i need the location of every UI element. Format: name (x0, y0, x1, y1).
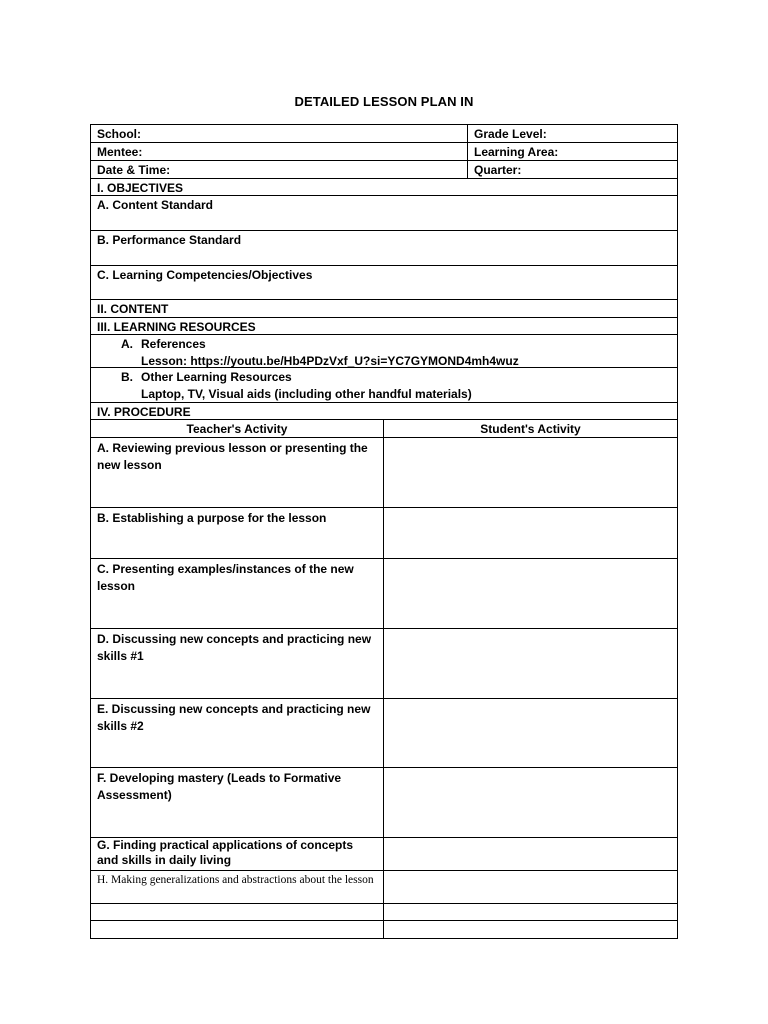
student-activity-header: Student's Activity (480, 422, 581, 436)
procedure-step-c[interactable]: C. Presenting examples/instances of the new lesson (91, 559, 384, 628)
content-standard-label[interactable]: A. Content Standard (97, 198, 213, 212)
date-time-label[interactable]: Date & Time: (91, 161, 468, 178)
procedure-row-b (91, 508, 677, 559)
references-item (97, 336, 671, 353)
content-standard-row (91, 196, 677, 231)
teacher-activity-header: Teacher's Activity (91, 420, 384, 437)
procedure-step-d[interactable]: D. Discussing new concepts and practicing new skills #1 (91, 629, 384, 698)
performance-standard-label[interactable]: B. Performance Standard (97, 233, 242, 247)
procedure-step-h[interactable]: H. Making generalizations and abstractions about the lesson (91, 871, 384, 903)
mentee-label[interactable]: Mentee: (91, 143, 468, 160)
student-activity-a[interactable] (384, 438, 677, 507)
student-activity-h[interactable] (384, 871, 677, 903)
school-label[interactable]: School: (91, 125, 468, 142)
procedure-heading: IV. PROCEDURE (97, 405, 191, 419)
procedure-row-e (91, 699, 677, 768)
procedure-row-h (91, 871, 677, 904)
resources-heading: III. LEARNING RESOURCES (97, 320, 256, 334)
other-resources-cell[interactable] (91, 368, 677, 402)
objectives-heading-row (91, 179, 677, 196)
procedure-row-blank-1 (91, 904, 677, 921)
objectives-heading: I. OBJECTIVES (97, 181, 184, 195)
procedure-step-g[interactable]: G. Finding practical applications of concepts and skills in daily living (91, 838, 384, 870)
header-row-date (91, 161, 677, 179)
procedure-step-b[interactable]: B. Establishing a purpose for the lesson (91, 508, 384, 558)
procedure-row-c (91, 559, 677, 629)
quarter-label[interactable]: Quarter: (474, 163, 522, 177)
procedure-step-e[interactable]: E. Discussing new concepts and practicing new skills #2 (91, 699, 384, 767)
grade-level-label[interactable]: Grade Level: (474, 127, 547, 141)
student-activity-c[interactable] (384, 559, 677, 628)
other-resources-label: Other Learning Resources (141, 370, 292, 384)
procedure-row-d (91, 629, 677, 699)
other-resources-item (97, 369, 671, 386)
references-label: References (141, 337, 206, 351)
student-activity-e[interactable] (384, 699, 677, 767)
student-activity-b[interactable] (384, 508, 677, 558)
header-row-school (91, 125, 677, 143)
other-resources-row (91, 368, 677, 403)
procedure-step-a[interactable]: A. Reviewing previous lesson or presenting the new lesson (91, 438, 384, 507)
header-row-mentee (91, 143, 677, 161)
procedure-row-g (91, 838, 677, 871)
student-activity-g[interactable] (384, 838, 677, 870)
other-resources-items: Laptop, TV, Visual aids (including other handful materials) (141, 387, 472, 401)
resources-heading-row (91, 318, 677, 335)
student-activity-blank-1[interactable] (384, 904, 677, 920)
procedure-step-blank-2[interactable] (91, 921, 384, 938)
other-resources-marker: B. (121, 370, 133, 384)
references-cell[interactable] (91, 335, 677, 367)
learning-area-label[interactable]: Learning Area: (474, 145, 559, 159)
student-activity-f[interactable] (384, 768, 677, 837)
procedure-row-a (91, 438, 677, 508)
procedure-step-f[interactable]: F. Developing mastery (Leads to Formative Assessment) (91, 768, 384, 837)
references-marker: A. (121, 337, 133, 351)
student-activity-blank-2[interactable] (384, 921, 677, 938)
competencies-row (91, 266, 677, 300)
performance-standard-row (91, 231, 677, 266)
content-heading[interactable]: II. CONTENT (97, 302, 169, 316)
page-title: DETAILED LESSON PLAN IN (294, 94, 474, 109)
competencies-label[interactable]: C. Learning Competencies/Objectives (97, 268, 313, 282)
procedure-heading-row (91, 403, 677, 420)
activity-header-row (91, 420, 677, 438)
lesson-link[interactable]: Lesson: https://youtu.be/Hb4PDzVxf_U?si=YC7GYMOND4mh4wuz (141, 354, 519, 367)
procedure-row-blank-2 (91, 921, 677, 938)
procedure-row-f (91, 768, 677, 838)
references-row (91, 335, 677, 368)
student-activity-d[interactable] (384, 629, 677, 698)
content-heading-row (91, 300, 677, 318)
lesson-plan-table (90, 124, 678, 939)
procedure-step-blank-1[interactable] (91, 904, 384, 920)
